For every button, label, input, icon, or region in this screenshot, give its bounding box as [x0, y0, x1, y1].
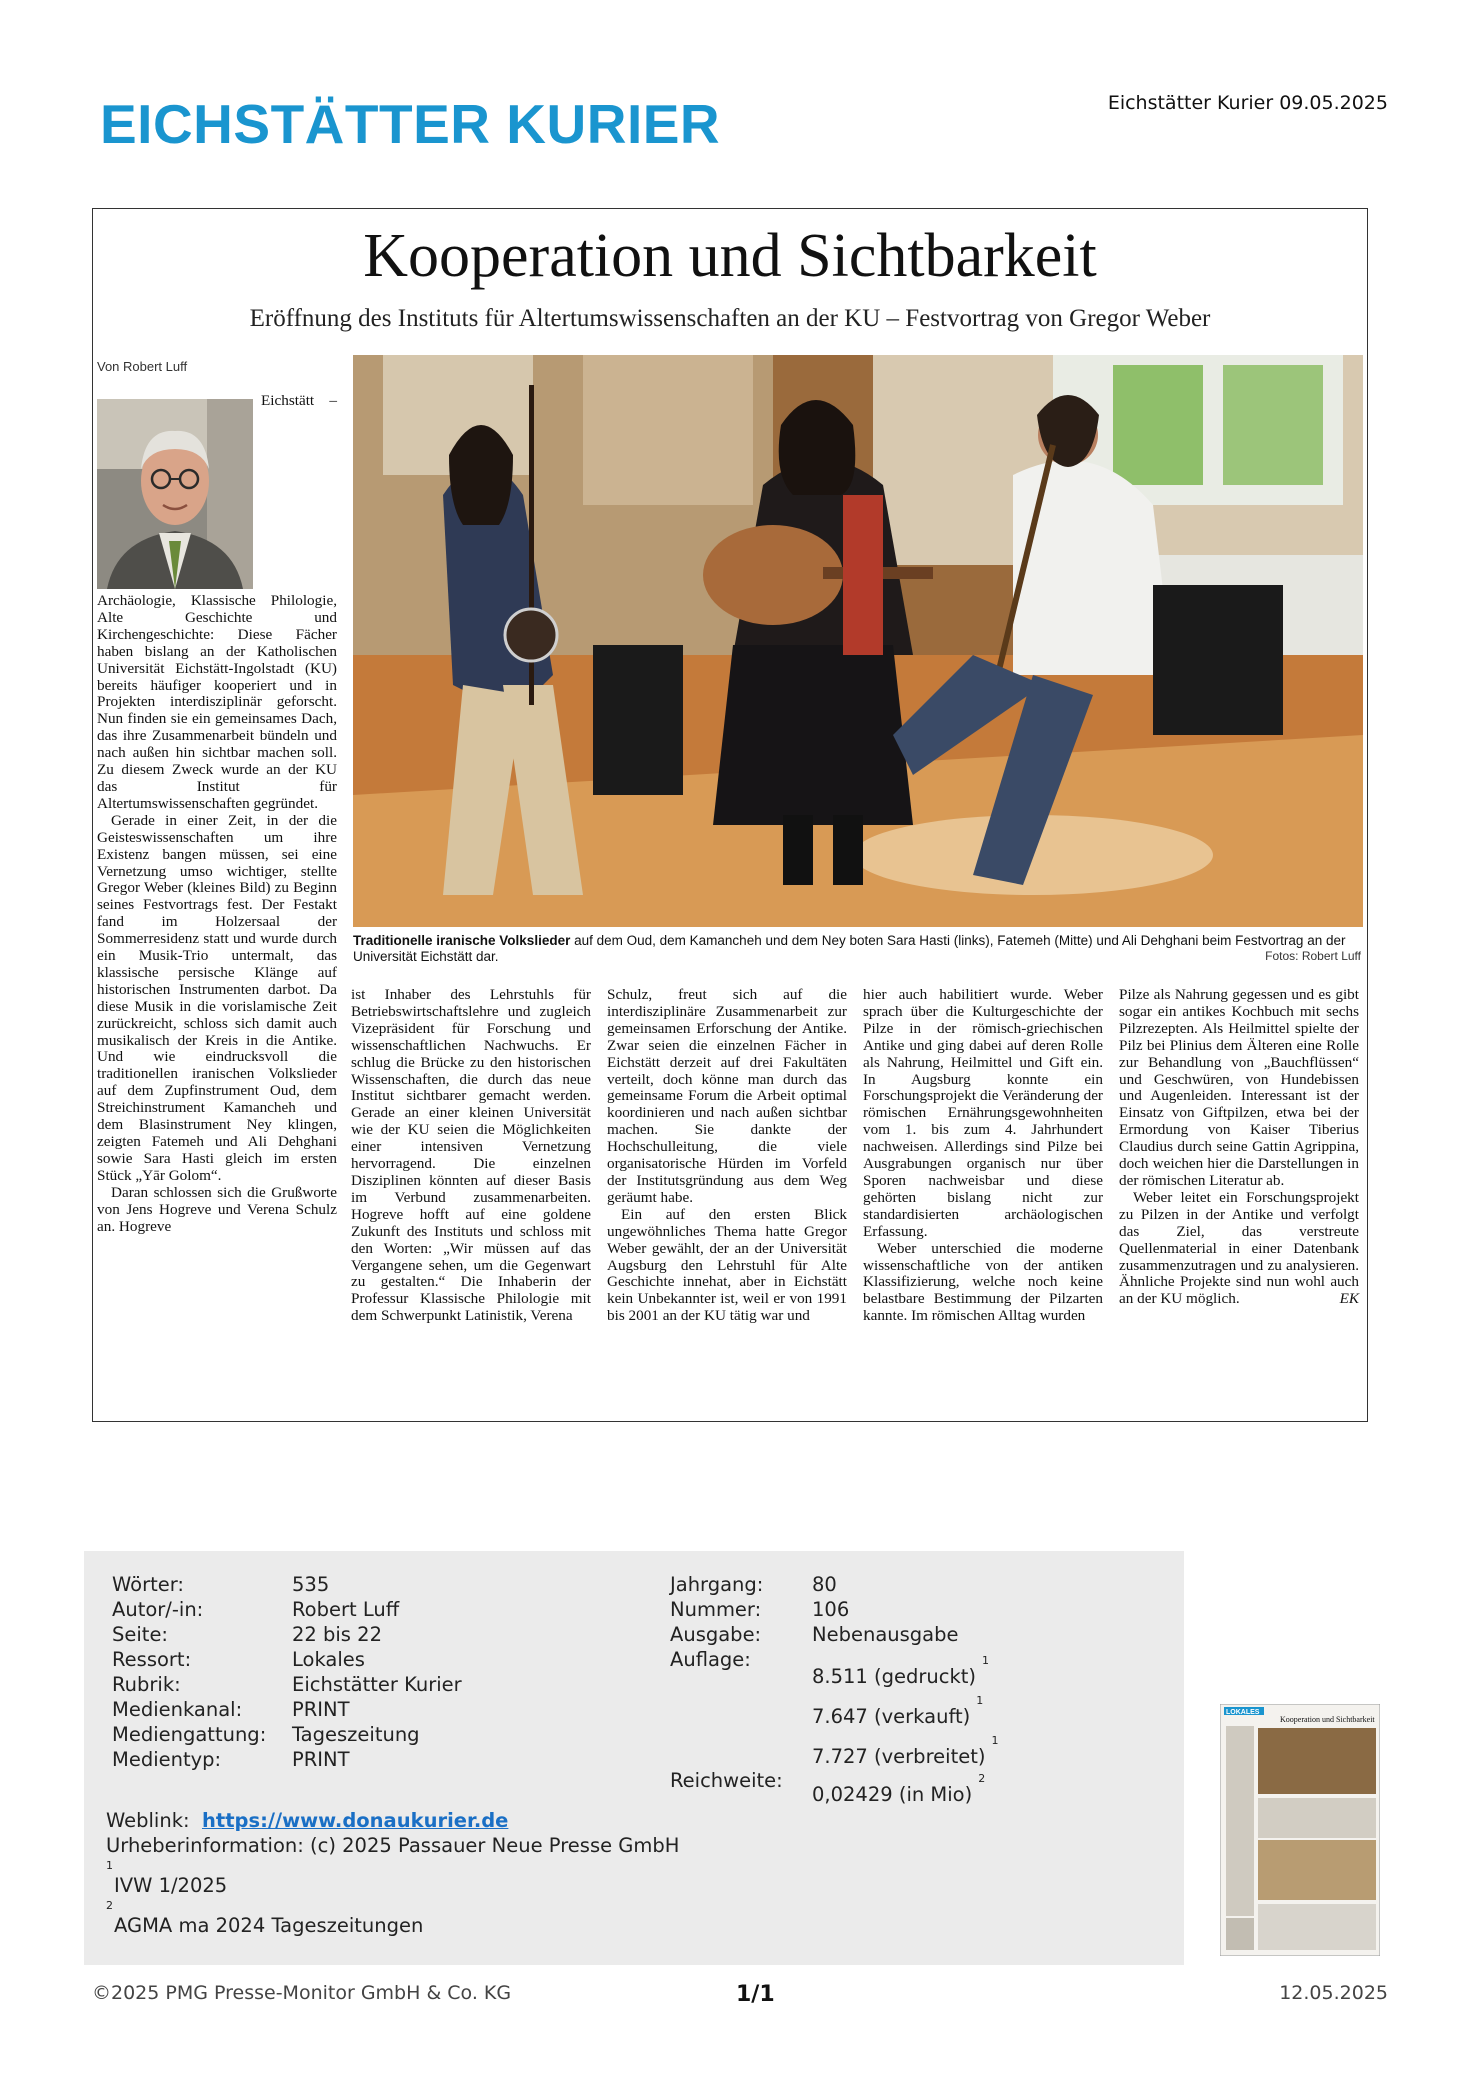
meta-value: [812, 1733, 999, 1768]
article-column-1: [97, 393, 337, 1235]
source-note-1: IVW 1/2025: [114, 1874, 228, 1897]
copyright-notice: Urheberinformation: (c) 2025 Passauer Neue Presse GmbH: [106, 1834, 680, 1857]
meta-label: Medienkanal:: [112, 1698, 243, 1721]
footnote-marker: 1: [106, 1859, 113, 1872]
page-thumbnail: [1220, 1704, 1380, 1956]
auflage-verkauft: 7.647 (verkauft): [812, 1705, 971, 1728]
article-subheadline: Eröffnung des Instituts für Altertumswissenschaften an der KU – Festvortrag von Gregor Weber: [249, 305, 1211, 332]
meta-label: Ausgabe:: [670, 1623, 762, 1646]
caption-lead: Traditionelle iranische Volkslieder: [353, 933, 571, 948]
meta-value: Tageszeitung: [292, 1723, 420, 1746]
page-thumbnail-image: [1220, 1704, 1380, 1956]
meta-label: Reichweite:: [670, 1769, 783, 1792]
footnote-marker: 1: [982, 1653, 990, 1667]
meta-value: Eichstätter Kurier: [292, 1673, 462, 1696]
footnote-marker: 1: [991, 1733, 999, 1747]
meta-value: Nebenausgabe: [812, 1623, 959, 1646]
meta-label: Medientyp:: [112, 1748, 222, 1771]
auflage-gedruckt: 8.511 (gedruckt): [812, 1665, 977, 1688]
paragraph: hier auch habilitiert wurde. Weber sprach über die Kulturgeschichte der Pilze in der römisch-griechischen Antike und ging dabei auf deren Rolle als Nahrung, Heilmittel und Gift ein. In Augsburg konnte ein Forschungsprojekt die Veränderung der römischen Ernährungsgewohnheiten vom 1. bis zum 4. Jahrhundert nachweisen. Allerdings sind Pilze bei Ausgrabungen organisch nur über Sporen nachweisbar und diese gehörten bislang nicht zur standardisierten archäologischen Erfassung.: [863, 986, 1103, 1240]
article-column-4: [863, 987, 1103, 1325]
caption-text: auf dem Oud, dem Kamancheh und dem Ney boten Sara Hasti (links), Fatemeh (Mitte) und Ali Dehghani beim Festvortrag an der Universität Eichstätt dar.: [353, 933, 1346, 964]
meta-label: Nummer:: [670, 1598, 762, 1621]
reichweite-value: 0,02429 (in Mio): [812, 1783, 973, 1806]
article-column-3: [607, 987, 847, 1325]
footer-copyright: ©2025 PMG Presse-Monitor GmbH & Co. KG: [92, 1982, 512, 2004]
paragraph: Ein auf den ersten Blick ungewöhnliches Thema hatte Gregor Weber gewählt, der an der Universität Augsburg den Lehrstuhl für Alte Geschichte innehat, aber in Eichstätt kein Unbekannter ist, weil er von 1991 bis 2001 an der KU tätig war und: [607, 1205, 847, 1325]
page-number: 1/1: [736, 1982, 775, 2007]
source-note-2: AGMA ma 2024 Tageszeitungen: [114, 1914, 424, 1937]
paragraph-text: Weber leitet ein Forschungsprojekt zu Pilzen in der Antike und verfolgt das Ziel, das verstreute Quellenmaterial in einer Datenbank zusammenzutragen und zu analysieren. Ähnliche Projekte sind nun wohl auch an der KU möglich.: [1119, 1188, 1359, 1308]
photo-caption: [353, 933, 1363, 965]
music-trio-photo: [353, 355, 1363, 927]
paragraph: Gerade in einer Zeit, in der die Geisteswissenschaften um ihre Existenz bangen müssen, sei eine Vernetzung umso wichtiger, stellte Gregor Weber (kleines Bild) zu Beginn seines Festvortrags fest. Der Festakt fand im Holzersaal der Sommerresidenz statt und wurde durch ein Musik-Trio untermalt, das klassische persische Klänge auf historischen Instrumenten darbot. Da diese Musik in die vorislamische Zeit zurückreicht, schloss sich damit auch musikalisch der Kreis in die Antike. Und wie eindrucksvoll die traditionellen iranischen Volkslieder auf dem Zupfinstrument Oud, dem Streichinstrument Kamancheh und dem Blasinstrument Ney klingen, zeigten Fatemeh und Ali Dehghani sowie Sara Hasti gleich im ersten Stück „Yār Golom“.: [97, 811, 337, 1184]
meta-label: Jahrgang:: [670, 1573, 764, 1596]
meta-value: 535: [292, 1573, 330, 1596]
newspaper-masthead: EICHSTÄTTER KURIER: [100, 93, 721, 155]
auflage-verbreitet: 7.727 (verbreitet): [812, 1745, 986, 1768]
publication-date: Eichstätter Kurier 09.05.2025: [1107, 92, 1388, 114]
footer-date: 12.05.2025: [1279, 1982, 1388, 2004]
portrait-gregor-weber: [97, 399, 253, 589]
paragraph: Pilze als Nahrung gegessen und es gibt sogar ein antikes Kochbuch mit sechs Pilzrezepten. Als Heilmittel spielte der Pilz bei Plinius dem Älteren eine Rolle zur Behandlung von „Bauchflüssen“ und Geschwüren, von Hundebissen und Augenleiden. Interessant ist der Einsatz von Giftpilzen, etwa bei der Ermordung von Kaiser Tiberius Claudius durch seine Gattin Agrippina, doch weichen hier die Darstellungen in der römischen Literatur ab.: [1119, 986, 1359, 1189]
article-byline: Von Robert Luff: [97, 359, 188, 374]
metadata-panel: [84, 1551, 1184, 1965]
article-column-5: [1119, 987, 1359, 1308]
meta-value: 80: [812, 1573, 837, 1596]
weblink[interactable]: https://www.donaukurier.de: [201, 1809, 509, 1832]
meta-label: Ressort:: [112, 1648, 192, 1671]
meta-label: Seite:: [112, 1623, 169, 1646]
meta-value: Robert Luff: [292, 1598, 400, 1621]
article-column-2: [351, 987, 591, 1325]
meta-label: Auflage:: [670, 1648, 751, 1671]
author-initials: EK: [1339, 1290, 1359, 1308]
photo-credit: Fotos: Robert Luff: [1265, 949, 1361, 963]
paragraph: Eichstätt – Archäologie, Klassische Philologie, Alte Geschichte und Kirchengeschichte: Diese Fächer haben bislang an der Katholischen Universität Eichstätt-Ingolstadt (KU) bereits häufiger kooperiert und in Projekten interdisziplinär geforscht. Nun finden sie ein gemeinsames Dach, das ihre Zusammenarbeit bündeln und nach außen hin sichtbar machen soll. Zu diesem Zweck wurde an der KU das Institut für Altertumswissenschaften gegründet.: [97, 392, 337, 812]
footnote-marker: 2: [978, 1771, 986, 1785]
article-clipping: [92, 208, 1368, 1422]
footnote-marker: 1: [976, 1693, 984, 1707]
meta-value: [812, 1693, 984, 1728]
thumbnail-section: LOKALES: [1226, 1709, 1260, 1716]
thumbnail-headline: Kooperation und Sichtbarkeit: [1280, 1715, 1375, 1724]
meta-value: Lokales: [292, 1648, 365, 1671]
meta-label: Wörter:: [112, 1573, 184, 1596]
meta-value: [812, 1653, 990, 1688]
paragraph: ist Inhaber des Lehrstuhls für Betriebswirtschaftslehre und zugleich Vizepräsident für Forschung und wissenschaftlichen Nachwuchs. Er schlug die Brücke zu den historischen Wissenschaften, die durch das neue Institut sichtbarer gemacht werden. Gerade an einer kleinen Universität wie der KU seien die Möglichkeiten einer intensiven Vernetzung hervorragend. Die einzelnen Disziplinen könnten auf dieser Basis im Verbund zusammenarbeiten. Hogreve hofft auf eine goldene Zukunft des Instituts und schloss mit den Worten: „Wir müssen auf das Vergangene sehen, um die Gegenwart zu gestalten.“ Die Inhaberin der Professur Klassische Philologie mit dem Schwerpunkt Latinistik, Verena: [351, 986, 591, 1325]
meta-value: PRINT: [292, 1748, 350, 1771]
meta-label: Mediengattung:: [112, 1723, 267, 1746]
meta-value: [812, 1771, 986, 1806]
weblink-label: Weblink:: [106, 1809, 190, 1832]
paragraph: Weber unterschied die moderne wissenschaftliche von der antiken Klassifizierung, welche noch keine belastbare Bestimmung der Pilzarten kannte. Im römischen Alltag wurden: [863, 1239, 1103, 1325]
meta-value: 106: [812, 1598, 850, 1621]
paragraph: [1119, 1190, 1359, 1308]
meta-value: PRINT: [292, 1698, 350, 1721]
meta-label: Autor/-in:: [112, 1598, 204, 1621]
weblink-row: [106, 1809, 508, 1832]
meta-value: 22 bis 22: [292, 1623, 382, 1646]
article-headline: Kooperation und Sichtbarkeit: [363, 222, 1097, 290]
paragraph: Daran schlossen sich die Grußworte von Jens Hogreve und Verena Schulz an. Hogreve: [97, 1183, 337, 1235]
footnote-marker: 2: [106, 1899, 113, 1912]
paragraph: Schulz, freut sich auf die interdisziplinäre Zusammenarbeit zur gemeinsamen Erforschung der Antike. Zwar seien die einzelnen Fächer in Eichstätt derzeit auf drei Fakultäten verteilt, doch könne man durch das gemeinsame Forum die Arbeit optimal koordinieren und nach außen sichtbar machen. Sie dankte der Hochschulleitung, die viele organisatorische Hürden im Vorfeld der Institutsgründung aus dem Weg geräumt habe.: [607, 986, 847, 1206]
meta-label: Rubrik:: [112, 1673, 181, 1696]
